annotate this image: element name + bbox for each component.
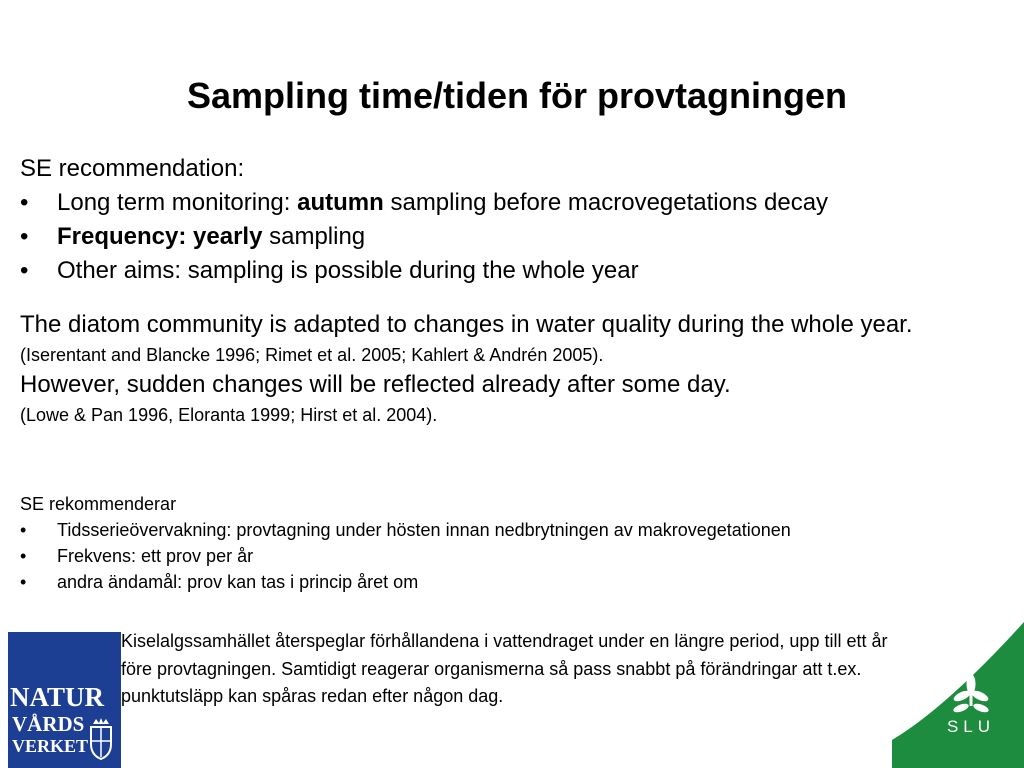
slu-text: SLU — [946, 717, 996, 736]
bullet-text-post: sampling before macrovegetations decay — [383, 189, 829, 216]
bullet-glyph: • — [20, 223, 29, 250]
logo-line-2: VÅRDS — [12, 712, 85, 736]
sv-bullet — [20, 517, 791, 543]
en-paragraph-2: However, sudden changes will be reflected already after some day. — [20, 371, 731, 398]
bullet-glyph: • — [20, 572, 27, 592]
sv-paragraph: Kiselalgssamhället återspeglar förhållandena i vattendraget under en längre period, upp till ett år före provtagningen. Samtidigt reagerar organismerna så pass snabbt på förändringar att t.ex. punktutsläpp kan spåras redan efter någon dag. — [121, 631, 888, 706]
en-paragraph-1: The diatom community is adapted to changes in water quality during the whole year. — [20, 311, 913, 338]
bullet-glyph: • — [20, 189, 29, 216]
sv-bullet-text: Frekvens: ett prov per år — [57, 546, 254, 566]
bullet-text-bold: Frequency: yearly — [57, 223, 263, 250]
en-reference-1: (Iserentant and Blancke 1996; Rimet et al. 2005; Kahlert & Andrén 2005). — [20, 345, 604, 365]
logo-line-3: VERKET — [12, 736, 89, 756]
en-bullet — [20, 186, 828, 220]
en-reference-2: (Lowe & Pan 1996, Eloranta 1999; Hirst et al. 2004). — [20, 405, 438, 425]
en-bullet — [20, 220, 828, 254]
bullet-glyph: • — [20, 546, 27, 566]
en-paragraphs — [20, 308, 960, 428]
bullet-text-post: sampling — [262, 223, 366, 250]
sv-bullet-text: andra ändamål: prov kan tas i princip året om — [57, 572, 419, 592]
sv-section — [20, 491, 791, 595]
bullet-glyph: • — [20, 257, 29, 284]
bullet-text-pre: Long term monitoring: — [57, 189, 298, 216]
sv-bullet — [20, 543, 791, 569]
sv-bullet — [20, 569, 791, 595]
bullet-text-bold: autumn — [297, 189, 384, 216]
naturvardsverket-logo — [0, 632, 121, 768]
slu-logo — [892, 622, 1024, 768]
en-heading: SE recommendation: — [20, 155, 245, 182]
en-bullet — [20, 254, 828, 288]
bullet-text-pre: Other aims: sampling is possible during the whole year — [57, 257, 639, 284]
logo-line-1: NATUR — [10, 682, 104, 712]
en-section — [20, 152, 828, 288]
bullet-glyph: • — [20, 520, 27, 540]
slide-title: Sampling time/tiden för provtagningen — [186, 75, 848, 116]
crest-icon — [88, 716, 114, 760]
sv-bullet-text: Tidsserieövervakning: provtagning under hösten innan nedbrytningen av makrovegetationen — [57, 520, 791, 540]
sv-heading: SE rekommenderar — [20, 494, 177, 514]
